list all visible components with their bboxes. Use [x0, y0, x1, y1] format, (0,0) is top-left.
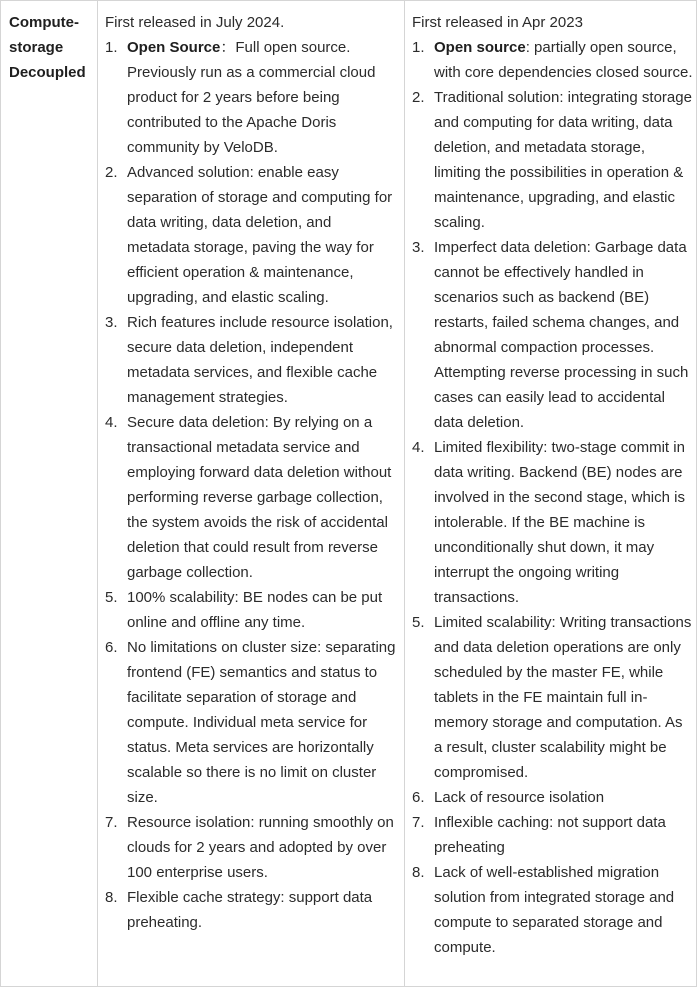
item-number: 2.	[105, 164, 118, 181]
left-cell	[97, 1, 405, 986]
item-text: Flexible cache strategy: support data preheating.	[127, 889, 373, 931]
item-text: Resource isolation: running smoothly on clouds for 2 years and adopted by over 100 enterprise users.	[127, 814, 394, 881]
row-label-cell	[1, 1, 98, 986]
list-item	[97, 635, 397, 810]
list-item	[404, 35, 694, 85]
item-number: 5.	[412, 614, 425, 631]
item-number: 3.	[105, 314, 118, 331]
left-release-note: First released in July 2024.	[105, 14, 285, 31]
list-item	[404, 235, 694, 435]
item-number: 5.	[105, 589, 118, 606]
item-text: : partially open source, with core dependencies closed source.	[434, 39, 693, 81]
item-number: 4.	[105, 414, 118, 431]
item-text: Inflexible caching: not support data preheating	[434, 814, 666, 856]
list-item	[404, 85, 694, 235]
item-text: Secure data deletion: By relying on a transactional metadata service and employing forward data deletion without performing reverse garbage collection, the system avoids the risk of accidental deletion that could result from reverse garbage collection.	[127, 414, 392, 581]
item-number: 3.	[412, 239, 425, 256]
list-item	[97, 885, 397, 935]
item-text: ：Full open source. Previously run as a commercial cloud product for 2 years before being contributed to the Apache Doris community by VeloDB.	[127, 39, 376, 156]
item-text: Lack of well-established migration solution from integrated storage and compute to separated storage and compute.	[434, 864, 675, 956]
item-number: 2.	[412, 89, 425, 106]
item-text: 100% scalability: BE nodes can be put online and offline any time.	[127, 589, 383, 631]
item-number: 6.	[105, 639, 118, 656]
list-item	[404, 610, 694, 785]
list-item	[97, 160, 397, 310]
item-number: 6.	[412, 789, 425, 806]
list-item	[404, 785, 694, 810]
item-number: 7.	[412, 814, 425, 831]
row-label: Compute-storage Decoupled	[9, 14, 86, 81]
item-number: 8.	[105, 889, 118, 906]
list-item	[97, 585, 397, 635]
list-item	[97, 810, 397, 885]
list-item	[404, 435, 694, 610]
list-item	[404, 860, 694, 960]
item-text: Limited scalability: Writing transactions and data deletion operations are only scheduled by the master FE, while tablets in the FE maintain full in-memory storage and computation. As a result, cluster scalability might be compromised.	[434, 614, 692, 781]
item-number: 1.	[105, 39, 118, 56]
list-item	[97, 410, 397, 585]
left-feature-list	[97, 35, 397, 935]
item-text: No limitations on cluster size: separating frontend (FE) semantics and status to facilitate separation of storage and compute. Individual meta service for status. Meta services are horizontally scalable so there is no limit on cluster size.	[127, 639, 396, 806]
item-text: Advanced solution: enable easy separation of storage and computing for data writing, data deletion, and metadata storage, paving the way for efficient operation & maintenance, upgrading, and elastic scaling.	[127, 164, 393, 306]
item-text: Limited flexibility: two-stage commit in data writing. Backend (BE) nodes are involved in the second stage, which is intolerable. If the BE machine is unconditionally shut down, it may interrupt the ongoing writing transactions.	[434, 439, 685, 606]
item-number: 7.	[105, 814, 118, 831]
item-text: Lack of resource isolation	[434, 789, 605, 806]
right-feature-list	[404, 35, 694, 960]
item-number: 1.	[412, 39, 425, 56]
item-text: Imperfect data deletion: Garbage data cannot be effectively handled in scenarios such as backend (BE) restarts, failed schema changes, and abnormal compaction processes. Attempting reverse processing in such cases can easily lead to accidental data deletion.	[434, 239, 689, 431]
right-cell	[404, 1, 697, 986]
list-item	[97, 310, 397, 410]
list-item	[404, 810, 694, 860]
list-item	[97, 35, 397, 160]
right-release-note: First released in Apr 2023	[412, 14, 583, 31]
item-lead: Open Source	[127, 39, 221, 56]
item-number: 4.	[412, 439, 425, 456]
item-text: Traditional solution: integrating storage and computing for data writing, data deletion, and metadata storage, limiting the possibilities in operation & maintenance, upgrading, and elastic scaling.	[434, 89, 692, 231]
item-text: Rich features include resource isolation, secure data deletion, independent metadata services, and flexible cache management strategies.	[127, 314, 393, 406]
item-number: 8.	[412, 864, 425, 881]
item-lead: Open source	[434, 39, 526, 56]
